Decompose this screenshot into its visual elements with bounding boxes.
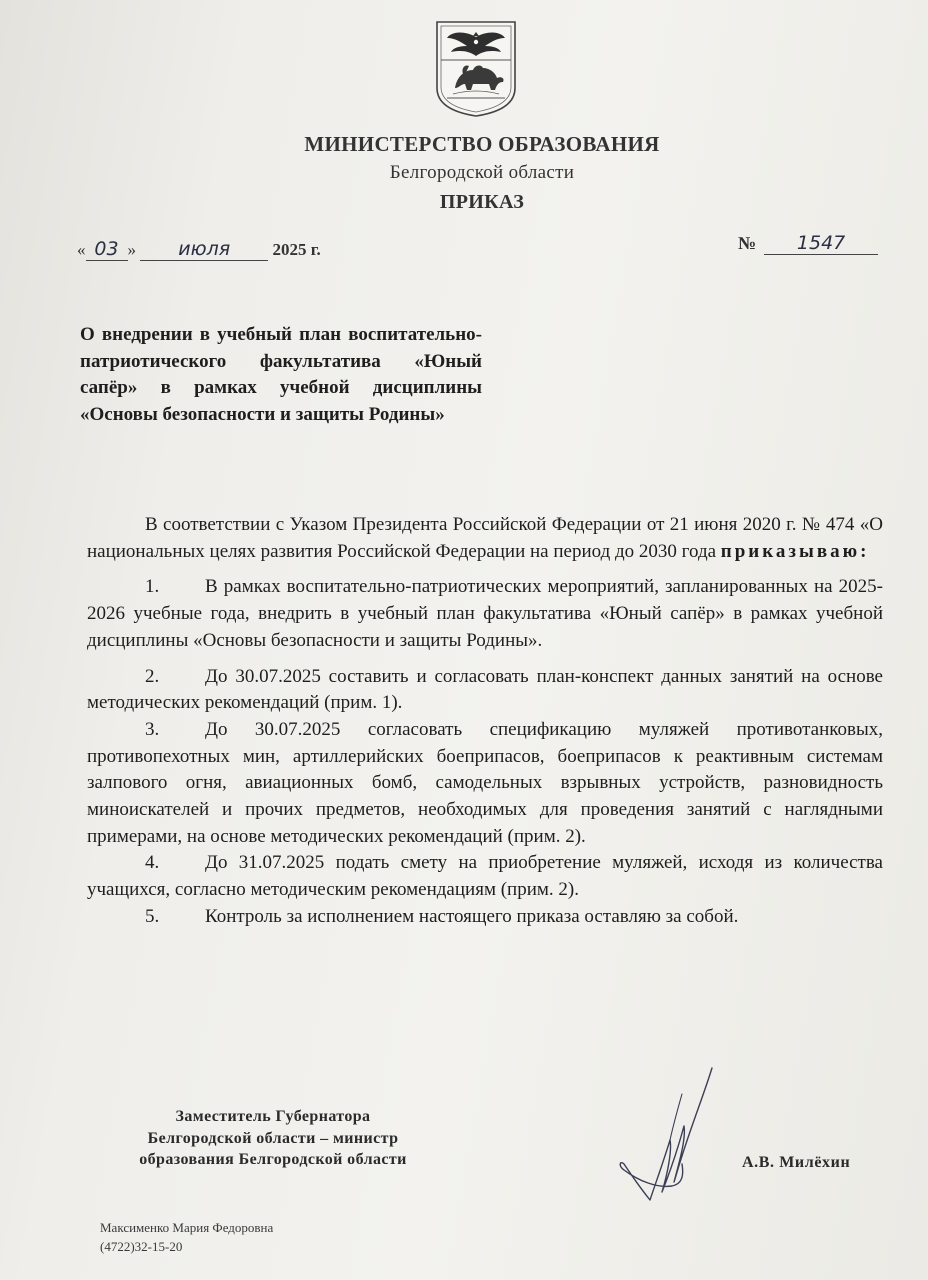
date-day-handwritten: 03 (94, 238, 119, 260)
list-item (87, 850, 883, 903)
item-text: До 30.07.2025 составить и согласовать план-конспект данных занятий на основе методических рекомендаций (прим. 1). (87, 665, 883, 714)
order-subject: О внедрении в учебный план воспитательно-патриотического факультатива «Юный сапёр» в рамках учебной дисциплины «Основы безопасности и защиты Родины» (80, 324, 482, 425)
date-month-handwritten: июля (178, 238, 231, 260)
region-title: Белгородской области (389, 162, 575, 183)
ministry-title: МИНИСТЕРСТВО ОБРАЗОВАНИЯ (304, 132, 660, 156)
signer-position (100, 1106, 446, 1171)
item-text: До 31.07.2025 подать смету на приобретение муляжей, исходя из количества учащихся, согласно методическим рекомендациям (прим. 2). (87, 852, 883, 901)
preamble-text: В соответствии с Указом Президента Российской Федерации от 21 июня 2020 г. № 474 «О национальных целях развития Российской Федерации на период до 2030 года (87, 514, 883, 562)
item-number: 5. (145, 905, 160, 927)
list-item (87, 717, 883, 851)
number-handwritten: 1547 (796, 232, 846, 254)
preamble (87, 512, 883, 565)
signer-position-line: образования Белгородской области (139, 1151, 407, 1168)
item-text: В рамках воспитательно-патриотических мероприятий, запланированных на 2025-2026 учебные года, внедрить в учебный план факультатива «Юный сапёр» в рамках учебной дисциплины «Основы безопасности и защиты Родины». (87, 576, 883, 651)
preamble-order-word: приказываю: (720, 540, 870, 562)
signer-position-line: Заместитель Губернатора (175, 1108, 371, 1125)
item-number: 1. (145, 576, 160, 598)
document-type-title: ПРИКАЗ (439, 191, 525, 213)
date-open-quote: « (77, 240, 86, 259)
number-label: № (738, 233, 757, 253)
order-number (738, 232, 878, 255)
executor-phone: (4722)32-15-20 (100, 1239, 183, 1254)
item-text: Контроль за исполнением настоящего приказа оставляю за собой. (205, 905, 739, 927)
date-year: 2025 г. (272, 240, 321, 259)
item-number: 4. (145, 852, 160, 874)
list-item (87, 904, 883, 931)
item-number: 2. (145, 665, 160, 687)
list-item (87, 574, 883, 654)
order-body (87, 512, 883, 931)
coat-of-arms-emblem (433, 18, 519, 118)
date-close-quote: » (127, 240, 136, 259)
executor-name: Максименко Мария Федоровна (100, 1220, 274, 1235)
item-text: До 30.07.2025 согласовать спецификацию муляжей противотанковых, противопехотных мин, артиллерийских боеприпасов, боеприпасов к реактивным системам залпового огня, авиационных бомб, самодельных взрывных устройств, разновидность миноискателей и прочих предметов, необходимых для проведения занятий с наглядными примерами, на основе методических рекомендаций (прим. 2). (87, 718, 883, 847)
signer-name: А.В. Милёхин (742, 1154, 851, 1171)
item-number: 3. (145, 718, 160, 740)
list-item (87, 664, 883, 717)
signer-position-line: Белгородской области – министр (147, 1129, 399, 1147)
handwritten-signature (612, 1064, 732, 1214)
executor-info (100, 1218, 273, 1256)
order-date (77, 238, 321, 261)
